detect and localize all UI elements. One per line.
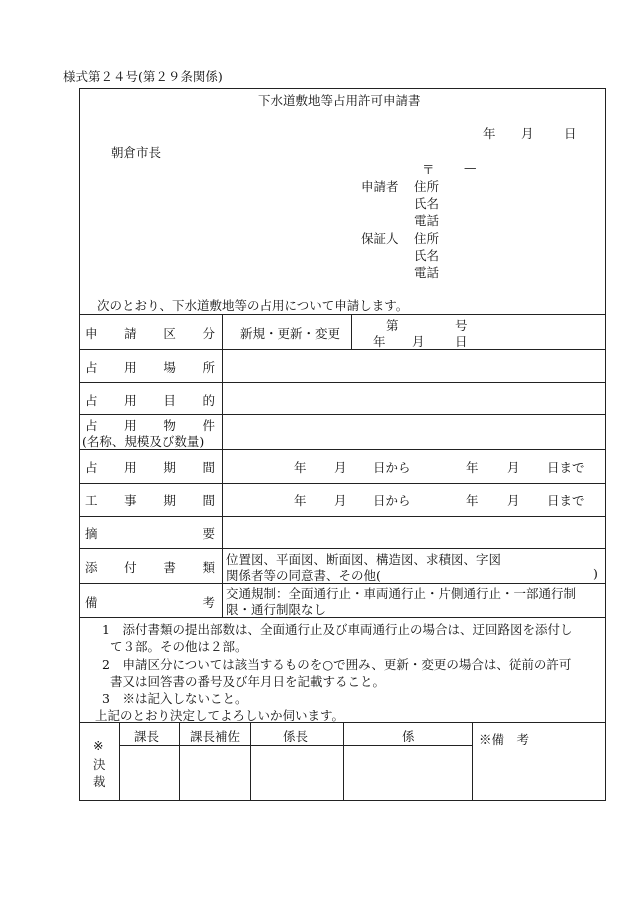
period-day-from: 日から xyxy=(373,460,411,475)
label-char: 付 xyxy=(124,560,137,575)
applicant-role: 申請者 xyxy=(361,179,399,194)
addressee: 朝倉市長 xyxy=(111,145,162,160)
row-rule xyxy=(79,382,606,383)
label-char: 用 xyxy=(124,360,137,375)
label-char: 分 xyxy=(202,326,215,341)
label-char: 所 xyxy=(202,360,215,375)
postal-mark: 〒 xyxy=(422,162,435,177)
form-number: 様式第２４号(第２９条関係) xyxy=(63,69,223,84)
decision-col-rule xyxy=(119,722,120,801)
label-char: 占 xyxy=(85,360,98,375)
label-char: 類 xyxy=(202,560,215,575)
category-year: 年 xyxy=(373,334,386,349)
decision-mark: ※ xyxy=(93,738,104,753)
label-char: 申 xyxy=(85,326,98,341)
period-label xyxy=(85,458,215,476)
period-year-to: 年 xyxy=(466,460,479,475)
label-char: 要 xyxy=(202,526,215,541)
label-column-rule xyxy=(222,314,223,617)
category-month: 月 xyxy=(412,334,425,349)
postal-dash: — xyxy=(464,160,477,175)
period-month-to: 月 xyxy=(507,460,520,475)
label-char: 備 xyxy=(85,595,98,610)
period-year-from: 年 xyxy=(294,460,307,475)
label-char: 間 xyxy=(202,460,215,475)
object-sub-label: (名称、規模及び数量) xyxy=(82,434,205,449)
decision-col-rule xyxy=(472,722,473,801)
date-day: 日 xyxy=(564,126,577,141)
row-rule xyxy=(79,516,606,517)
category-options: 新規・更新・変更 xyxy=(240,326,341,341)
note-1-line1: 1 添付書類の提出部数は、全面通行止及び車両通行止の場合は、迂回路図を添付し xyxy=(102,622,573,637)
remarks-line1: 交通規制：全面通行止・車両通行止・片側通行止・一部通行制 xyxy=(226,586,577,601)
label-char: 添 xyxy=(85,560,98,575)
date-month: 月 xyxy=(521,126,534,141)
label-char: 考 xyxy=(202,595,215,610)
decision-label-1: 決 xyxy=(93,757,106,772)
note-1-line2: て３部。その他は２部。 xyxy=(110,639,248,654)
notes-top-rule xyxy=(79,617,606,618)
place-label xyxy=(85,358,215,376)
construction-label xyxy=(85,491,215,509)
label-char: 書 xyxy=(163,560,176,575)
col-section-chief: 課長 xyxy=(134,729,160,744)
row-rule xyxy=(79,548,606,549)
label-char: 用 xyxy=(124,393,137,408)
note-3: 3 ※は記入しないこと。 xyxy=(102,691,248,706)
construction-year-to: 年 xyxy=(466,493,479,508)
attachments-close-paren: ) xyxy=(593,566,598,581)
label-char: 場 xyxy=(163,360,176,375)
label-char: 占 xyxy=(85,418,98,433)
decision-header-rule xyxy=(119,745,472,746)
col-staff: 係 xyxy=(402,729,415,744)
guarantor-role: 保証人 xyxy=(361,231,399,246)
label-char: 用 xyxy=(124,460,137,475)
label-char: 請 xyxy=(124,326,137,341)
label-char: 物 xyxy=(163,418,176,433)
guarantor-phone-label: 電話 xyxy=(414,265,440,280)
decision-remarks-label: ※備 考 xyxy=(479,732,530,747)
label-char: 間 xyxy=(202,493,215,508)
purpose-label xyxy=(85,391,215,409)
guarantor-address-label: 住所 xyxy=(414,231,440,246)
label-char: 件 xyxy=(202,418,215,433)
applicant-phone-label: 電話 xyxy=(414,213,440,228)
category-no-prefix: 第 xyxy=(386,318,399,333)
category-divider xyxy=(351,314,352,349)
row-rule xyxy=(79,349,606,350)
construction-year-from: 年 xyxy=(294,493,307,508)
construction-month-to: 月 xyxy=(507,493,520,508)
category-no-suffix: 号 xyxy=(455,318,468,333)
attachments-label xyxy=(85,558,215,576)
remarks-label xyxy=(85,593,215,611)
col-assistant-chief: 課長補佐 xyxy=(190,729,241,744)
label-char: 期 xyxy=(163,460,176,475)
attachments-line1: 位置図、平面図、断面図、構造図、求積図、字図 xyxy=(226,552,502,567)
construction-day-to: 日まで xyxy=(547,493,585,508)
label-char: 摘 xyxy=(85,526,98,541)
label-char: 事 xyxy=(124,493,137,508)
label-char: 用 xyxy=(124,418,137,433)
guarantor-name-label: 氏名 xyxy=(414,248,440,263)
decision-label-2: 裁 xyxy=(93,774,106,789)
decision-col-rule xyxy=(343,722,344,801)
note-2-line2: 書又は回答書の番号及び年月日を記載すること。 xyxy=(110,674,386,689)
construction-month-from: 月 xyxy=(334,493,347,508)
construction-day-from: 日から xyxy=(373,493,411,508)
label-char: 目 xyxy=(163,393,176,408)
col-subsection-chief: 係長 xyxy=(283,729,309,744)
row-rule xyxy=(79,414,606,415)
period-month-from: 月 xyxy=(334,460,347,475)
label-char: 区 xyxy=(163,326,176,341)
date-year: 年 xyxy=(483,126,496,141)
applicant-address-label: 住所 xyxy=(414,179,440,194)
note-2-line1: 2 申請区分については該当するものを○で囲み、更新・変更の場合は、従前の許可 xyxy=(102,657,572,672)
label-char: 占 xyxy=(85,393,98,408)
applicant-name-label: 氏名 xyxy=(414,196,440,211)
form-title: 下水道敷地等占用許可申請書 xyxy=(258,93,421,108)
label-char: 期 xyxy=(163,493,176,508)
attachments-line2: 関係者等の同意書、その他( xyxy=(226,568,381,583)
decision-col-rule xyxy=(179,722,180,801)
summary-label xyxy=(85,524,215,542)
remarks-line2: 限・通行制限なし xyxy=(226,602,327,617)
row-rule xyxy=(79,483,606,484)
period-day-to: 日まで xyxy=(547,460,585,475)
label-char: 的 xyxy=(202,393,215,408)
category-label xyxy=(85,324,215,342)
table-top-rule xyxy=(79,314,606,315)
decision-col-rule xyxy=(250,722,251,801)
category-day: 日 xyxy=(455,334,468,349)
label-char: 工 xyxy=(85,493,98,508)
intro-text: 次のとおり、下水道敷地等の占用について申請します。 xyxy=(97,298,409,313)
approval-request: 上記のとおり決定してよろしいか伺います。 xyxy=(95,708,345,723)
label-char: 占 xyxy=(85,460,98,475)
